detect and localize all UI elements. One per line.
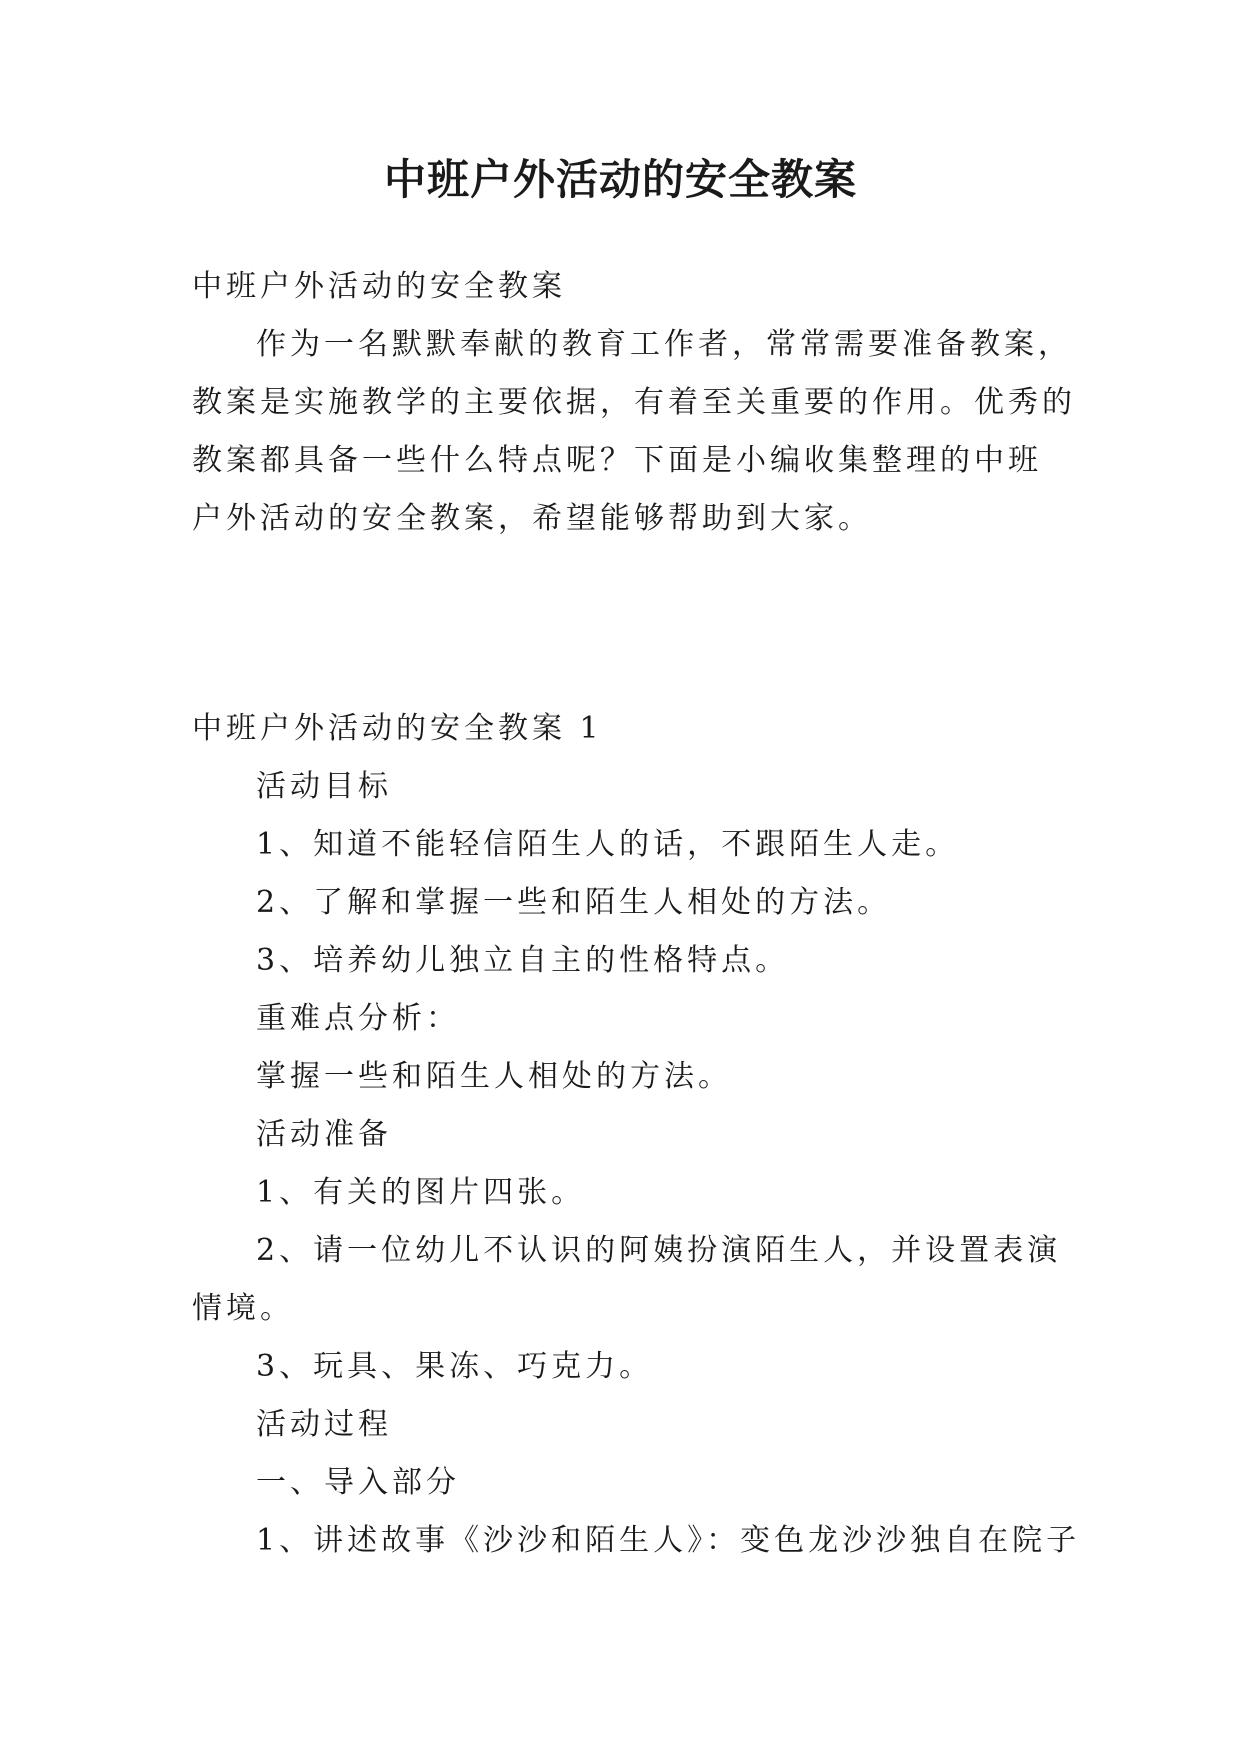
intro-line: 户外活动的安全教案，希望能够帮助到大家。 bbox=[192, 501, 872, 536]
document-title: 中班户外活动的安全教案 bbox=[383, 155, 857, 204]
section-line: 情境。 bbox=[192, 1291, 294, 1326]
intro-line: 作为一名默默奉献的教育工作者，常常需要准备教案， bbox=[256, 327, 1072, 362]
section-block bbox=[192, 700, 1081, 1570]
section-line: 掌握一些和陌生人相处的方法。 bbox=[256, 1059, 732, 1094]
section-line: 活动目标 bbox=[256, 769, 392, 804]
intro-block bbox=[192, 258, 1076, 548]
section-lines bbox=[192, 758, 1081, 1570]
section-line: 2、了解和掌握一些和陌生人相处的方法。 bbox=[256, 885, 892, 920]
section-line: 1、有关的图片四张。 bbox=[256, 1175, 586, 1210]
section-line: 1、讲述故事《沙沙和陌生人》：变色龙沙沙独自在院子 bbox=[256, 1523, 1081, 1558]
section-line: 3、玩具、果冻、巧克力。 bbox=[256, 1349, 654, 1384]
section-heading: 中班户外活动的安全教案 1 bbox=[192, 711, 603, 746]
section-line: 3、培养幼儿独立自主的性格特点。 bbox=[256, 943, 790, 978]
intro-heading: 中班户外活动的安全教案 bbox=[192, 269, 566, 304]
section-line: 重难点分析： bbox=[256, 1001, 460, 1036]
section-line: 活动准备 bbox=[256, 1117, 392, 1152]
section-line: 活动过程 bbox=[256, 1407, 392, 1442]
intro-line: 教案是实施教学的主要依据，有着至关重要的作用。优秀的 bbox=[192, 385, 1076, 420]
intro-line: 教案都具备一些什么特点呢？下面是小编收集整理的中班 bbox=[192, 443, 1042, 478]
section-line: 1、知道不能轻信陌生人的话，不跟陌生人走。 bbox=[256, 827, 960, 862]
section-line: 一、导入部分 bbox=[256, 1465, 460, 1500]
section-line: 2、请一位幼儿不认识的阿姨扮演陌生人，并设置表演 bbox=[256, 1233, 1062, 1268]
